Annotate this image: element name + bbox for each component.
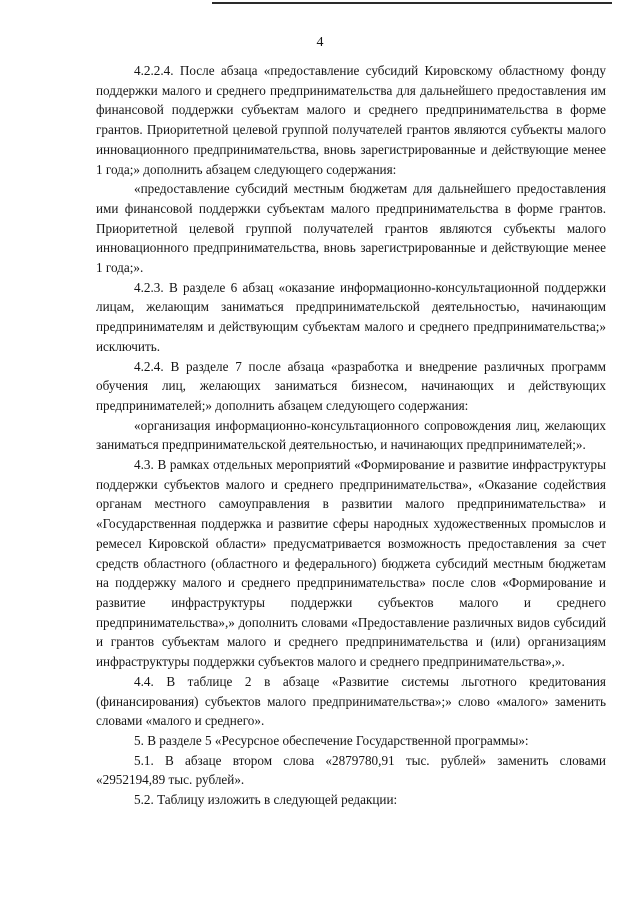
paragraph-quote-consulting: «организация информационно-консультационного сопровождения лиц, желающих заниматься предпринимательской деятельностью, и начинающих предпринимателей;».	[96, 417, 606, 453]
paragraph-5-1: 5.1. В абзаце втором слова «2879780,91 тыс. рублей» заменить словами «2952194,89 тыс. рублей».	[96, 752, 606, 788]
paragraph-4-2-3: 4.2.3. В разделе 6 абзац «оказание информационно-консультационной поддержки лицам, желающим заниматься предпринимательской деятельностью, начинающим предпринимателям и действующим субъектам малого и среднего предпринимательства;» исключить.	[96, 279, 606, 354]
paragraph-4-2-4: 4.2.4. В разделе 7 после абзаца «разработка и внедрение различных программ обучения лиц, желающих заниматься бизнесом, начинающих и действующих предпринимателей;» дополнить абзацем следующего содержания:	[96, 358, 606, 413]
paragraph-4-2-2-4: 4.2.2.4. После абзаца «предоставление субсидий Кировскому областному фонду поддержки малого и среднего предпринимательства для дальнейшего предоставления им финансовой поддержки субъектам малого и среднего предпринимательства в форме грантов. Приоритетной целевой группой получателей грантов являются субъекты малого инновационного предпринимательства, вновь зарегистрированные и действующие менее 1 года;» дополнить абзацем следующего содержания:	[96, 63, 606, 177]
paragraph-quote-subsidies: «предоставление субсидий местным бюджетам для дальнейшего предоставления ими финансовой поддержки субъектам малого предпринимательства в форме грантов. Приоритетной целевой группой получателей грантов являются субъекты малого инновационного предпринимательства, вновь зарегистрированные и действующие менее 1 года;».	[96, 181, 606, 276]
paragraph-5-2: 5.2. Таблицу изложить в следующей редакции:	[134, 792, 398, 808]
document-body	[96, 61, 606, 810]
scan-edge-mark	[212, 2, 612, 4]
paragraph-4-4: 4.4. В таблице 2 в абзаце «Развитие системы льготного кредитования (финансирования) субъектов малого предпринимательства»;» слово «малого» заменить словами «малого и среднего».	[96, 673, 606, 729]
page-number: 4	[316, 35, 324, 50]
paragraph-5: 5. В разделе 5 «Ресурсное обеспечение Государственной программы»:	[134, 732, 529, 748]
paragraph-4-3: 4.3. В рамках отдельных мероприятий «Формирование и развитие инфраструктуры поддержки субъектов малого и среднего предпринимательства», «Оказание содействия органам местного самоуправления в развитии малого предпринимательства» и «Государственная поддержка и развитие сферы народных художественных промыслов и ремесел Кировской области» предусматривается возможность предоставления за счет средств областного (областного и федерального) бюджета субсидий местным бюджетам на поддержку малого и среднего предпринимательства» после слов «Формирование и развитие инфраструктуры поддержки субъектов малого и среднего предпринимательства»,» дополнить словами «Предоставление различных видов субсидий и грантов субъектам малого и среднего предпринимательства и (или) организациям инфраструктуры поддержки субъектов малого и среднего предпринимательства»,».	[96, 457, 606, 670]
